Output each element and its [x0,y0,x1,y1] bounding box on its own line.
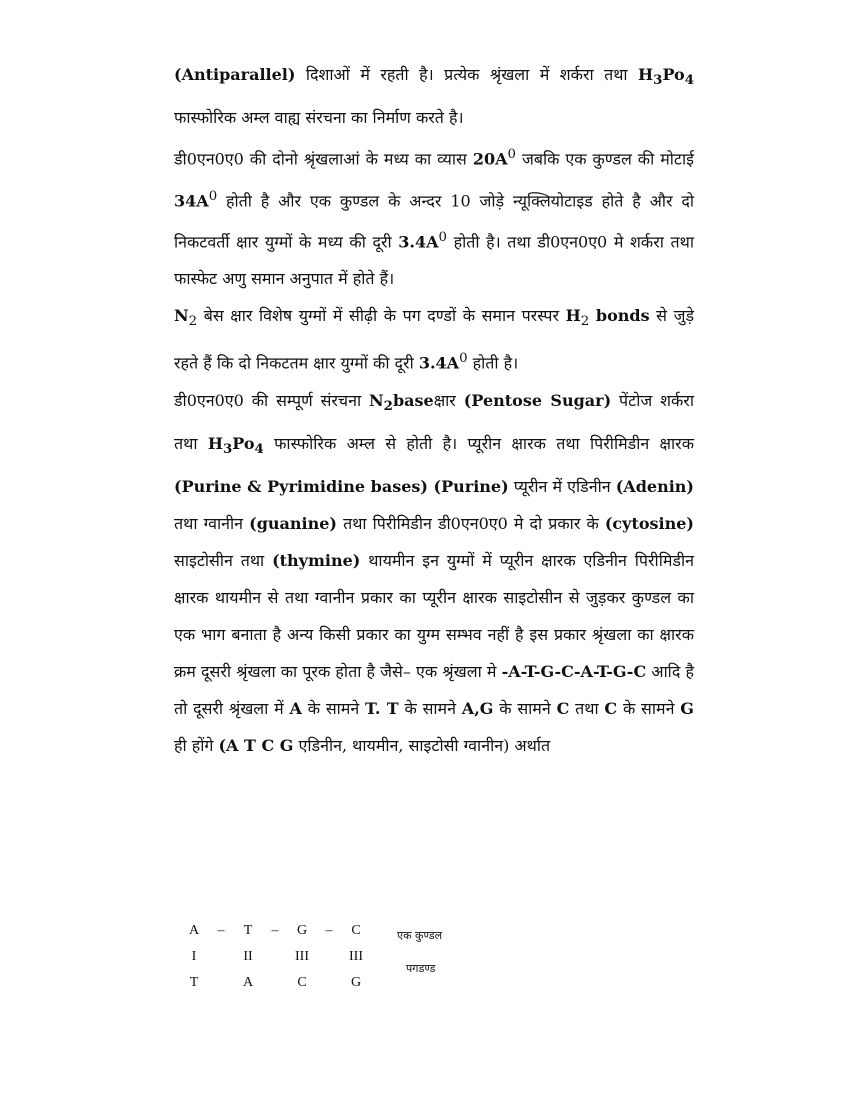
superscript: 0 [507,147,516,163]
text-span: H [638,65,654,84]
subscript: 2 [188,314,198,330]
text-span: के सामने [617,699,681,719]
bond-marker: III [295,949,309,964]
text-span: G [680,699,694,719]
text-span: जबकि एक कुण्डल की मोटाई [516,149,694,169]
base-label: C [297,975,307,990]
text-span: N [174,306,189,326]
bond-marker: III [349,949,363,964]
base-label: T [243,923,253,938]
paragraph-2 [174,136,694,297]
base-label: C [351,923,361,938]
text-span: के सामने [301,699,366,719]
text-span: होती है। [467,353,519,373]
superscript: 0 [459,351,468,367]
text-span: 3.4A [398,232,439,252]
superscript: 0 [438,229,447,245]
bond-dash: – [217,923,225,938]
text-span: दिशाओं में रहती है। प्रत्येक श्रृंखला में शर्करा तथा [295,65,639,84]
bond-marker: I [191,949,197,964]
paragraph-1 [174,56,694,136]
text-span: पेंटोज शर्करा तथा [174,390,694,453]
rung-label: पगडण्ड [406,962,436,975]
bond-dash: – [271,923,279,938]
text-span: फास्फोरिक अम्ल वाह्य संरचना का निर्माण करते है। [174,108,464,128]
text-span: 20A [472,149,508,169]
text-span: A,G [461,699,494,719]
subscript: 4 [684,72,694,89]
text-span: थायमीन इन युग्मों में प्यूरीन क्षारक एडिनीन पिरीमिडीन क्षारक थायमीन से तथा ग्वानीन प्रकार का प्यूरीन क्षारक साइटोसीन से जुड़कर कुण्डल का एक भाग बनाता है अन्य किसी प्रकार का युग्म सम्भव नहीं है इस प्रकार श्रृंखला का क्षारक क्रम दूसरी श्रृंखला का पूरक होता है जैसे– एक श्रृंखला मे [174,551,694,682]
text-span [589,306,596,325]
text-span: (Purine & Pyrimidine bases) (Purine) [174,477,509,497]
text-span: डी0एन0ए0 की दोनो श्रृंखलाआं के मध्य का व्यास [174,149,473,169]
text-span: एडिनीन, थायमीन, साइटोसी ग्वानीन) अर्थात [293,736,551,756]
base-label: G [350,975,362,990]
body-text [174,56,694,764]
text-span: (Adenin) [615,477,694,497]
superscript: 0 [208,188,218,204]
paragraph-4 [174,382,694,764]
text-span: से जुड़े रहते हैं कि दो निकटतम क्षार युग्मों की दूरी [174,306,695,373]
text-span: base [392,390,434,410]
subscript: 4 [254,441,264,458]
text-span: (cytosine) [604,514,694,534]
text-span: -A-T-G-C-A-T-G-C [501,662,647,682]
text-span: 34A [174,190,209,210]
coil-label: एक कुण्डल [397,929,443,942]
text-span: bonds [595,306,650,326]
strand-top [180,918,370,944]
text-span: H [565,306,581,326]
text-span: होती है और एक कुण्डल के अन्दर 10 जोड़े न्यूक्लियोटाइड होते है और दो निकटवर्ती क्षार युग्मों के मध्य की दूरी [174,190,694,252]
text-span: के सामने [398,699,462,719]
subscript: 2 [580,314,590,330]
text-span: फास्फोरिक अम्ल से होती है। प्यूरीन क्षारक तथा पिरीमिडीन क्षारक [263,433,694,453]
text-span: (Antiparallel) [174,65,296,84]
hydrogen-bonds [180,944,370,970]
text-span: प्यूरीन में एडिनीन [508,477,616,497]
text-span: C [604,699,618,719]
text-span: साइटोसीन तथा [174,551,273,571]
base-label: G [296,923,308,938]
text-span: ही होंगे [174,736,219,756]
text-span: Po [662,65,685,84]
text-span: आदि है तो दूसरी श्रृंखला में [174,662,694,719]
subscript: 3 [653,72,663,89]
subscript: 2 [383,397,393,414]
paragraph-3 [174,297,694,382]
base-pairing-diagram [180,918,370,996]
text-span: होती है। तथा डी0एन0ए0 मे शर्करा तथा फास्फेट अणु समान अनुपात में होते हैं। [174,232,694,289]
text-span: (thymine) [272,551,361,571]
text-span: तथा ग्वानीन [174,514,250,534]
text-span: तथा [569,699,605,719]
base-label: T [189,975,199,990]
bond-dash: – [325,923,333,938]
text-span: H [207,433,223,453]
bond-marker: II [243,949,253,964]
text-span: C [556,699,570,719]
text-span: के सामने [493,699,557,719]
text-span: डी0एन0ए0 की सम्पूर्ण संरचना [174,390,370,410]
text-span: बेस क्षार विशेष युग्मों में सीढ़ी के पग दण्डों के समान परस्पर [197,306,566,326]
text-span: क्षार [433,390,464,410]
text-span: A [289,699,302,719]
text-span: N [369,390,384,410]
strand-bottom [180,970,370,996]
subscript: 3 [222,441,233,458]
text-span: T. T [365,699,399,719]
text-span: (guanine) [249,514,337,534]
text-span: 3.4A [418,353,460,373]
text-span: Po [232,433,255,453]
base-label: A [242,975,254,990]
base-label: A [188,923,200,938]
text-span: तथा पिरीमिडीन डी0एन0ए0 मे दो प्रकार के [336,514,605,534]
text-span: (Pentose Sugar) [463,390,612,410]
text-span: (A T C G [218,736,294,756]
